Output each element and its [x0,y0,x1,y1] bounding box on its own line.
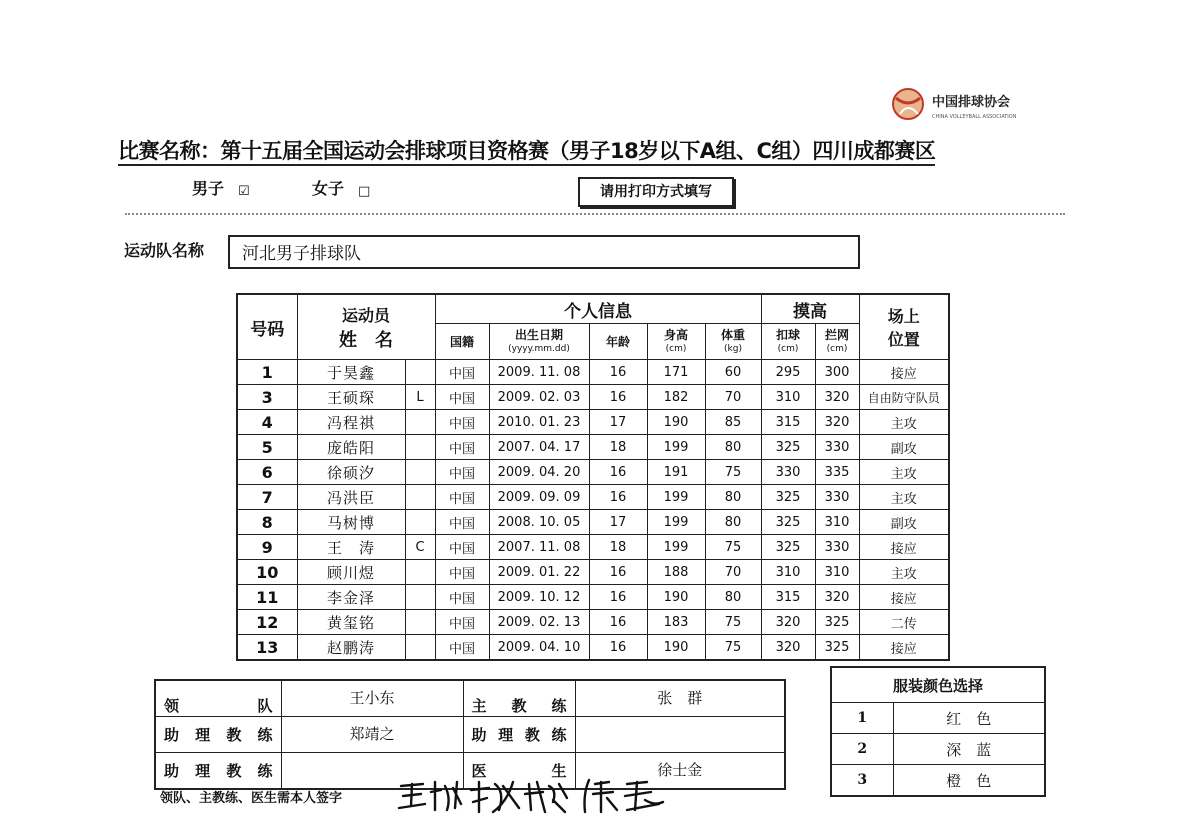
player-role-mark [405,610,435,635]
header-block [815,324,859,360]
player-position: 主攻 [859,460,949,485]
player-role-mark [405,510,435,535]
header-weight-label: 体重 [721,327,746,342]
player-height: 190 [647,410,705,435]
player-number: 6 [237,460,297,485]
player-block-reach: 320 [815,585,859,610]
player-birth-date: 2007. 04. 17 [489,435,589,460]
header-birth-date-label: 出生日期 [514,327,563,342]
player-birth-date: 2009. 02. 13 [489,610,589,635]
player-age: 16 [589,360,647,385]
header-reach: 摸高 [761,294,859,324]
player-weight: 80 [705,510,761,535]
player-birth-date: 2009. 04. 10 [489,635,589,661]
header-height-label: 身高 [663,327,688,342]
player-role-mark [405,635,435,661]
player-nationality: 中国 [435,385,489,410]
player-position: 副攻 [859,510,949,535]
header-birth-date [489,324,589,360]
header-spike [761,324,815,360]
gender-female-checkbox[interactable]: □ [358,184,371,199]
team-leader-value[interactable]: 王小东 [281,680,463,717]
assistant-coach-label-1: 助理教练 [155,717,281,753]
player-role-mark [405,485,435,510]
header-personal-info: 个人信息 [435,294,761,324]
player-age: 16 [589,460,647,485]
player-height: 199 [647,535,705,560]
player-number: 10 [237,560,297,585]
table-row [237,610,949,635]
player-spike-reach: 325 [761,485,815,510]
header-height [647,324,705,360]
print-instruction: 请用打印方式填写 [578,177,734,207]
player-spike-reach: 295 [761,360,815,385]
assistant-coach-label-3: 助理教练 [155,753,281,790]
player-height: 191 [647,460,705,485]
assistant-coach-label-2: 助理教练 [463,717,575,753]
player-weight: 75 [705,535,761,560]
player-height: 199 [647,435,705,460]
gender-male [192,176,248,199]
player-role-mark: L [405,385,435,410]
player-nationality: 中国 [435,485,489,510]
header-position-line1: 场上 [887,307,920,326]
player-height: 190 [647,585,705,610]
header-position [859,294,949,360]
header-weight [705,324,761,360]
player-height: 188 [647,560,705,585]
player-block-reach: 310 [815,510,859,535]
player-weight: 85 [705,410,761,435]
player-spike-reach: 320 [761,610,815,635]
player-role-mark [405,435,435,460]
player-name: 冯程祺 [297,410,405,435]
header-spike-label: 扣球 [776,327,801,342]
table-row [237,535,949,560]
assistant-coach-value-2[interactable] [575,717,785,753]
uniform-option-color[interactable]: 红 色 [893,703,1045,734]
player-nationality: 中国 [435,535,489,560]
player-age: 16 [589,560,647,585]
player-number: 3 [237,385,297,410]
player-role-mark [405,360,435,385]
player-age: 16 [589,385,647,410]
player-birth-date: 2009. 01. 22 [489,560,589,585]
gender-male-label: 男子 [192,179,225,198]
player-spike-reach: 325 [761,510,815,535]
player-height: 171 [647,360,705,385]
player-height: 199 [647,510,705,535]
player-block-reach: 320 [815,385,859,410]
header-number: 号码 [237,294,297,360]
player-age: 16 [589,585,647,610]
player-number: 12 [237,610,297,635]
player-role-mark [405,560,435,585]
player-name: 马树博 [297,510,405,535]
head-coach-label: 主教练 [463,680,575,717]
header-athlete-line2: 姓 名 [339,329,393,351]
player-number: 1 [237,360,297,385]
player-name: 徐硕汐 [297,460,405,485]
player-age: 16 [589,485,647,510]
player-position: 接应 [859,635,949,661]
player-block-reach: 320 [815,410,859,435]
gender-female [312,176,371,199]
player-birth-date: 2009. 09. 09 [489,485,589,510]
player-nationality: 中国 [435,360,489,385]
player-birth-date: 2009. 04. 20 [489,460,589,485]
player-weight: 75 [705,635,761,661]
header-weight-unit: (kg) [724,343,742,354]
player-height: 190 [647,635,705,661]
player-name: 王硕琛 [297,385,405,410]
player-spike-reach: 310 [761,385,815,410]
player-spike-reach: 315 [761,410,815,435]
handwritten-signatures [395,772,675,820]
player-name: 王 涛 [297,535,405,560]
player-role-mark [405,585,435,610]
player-weight: 75 [705,610,761,635]
table-row [237,560,949,585]
head-coach-value[interactable]: 张 群 [575,680,785,717]
header-athlete [297,294,435,360]
uniform-option-number: 3 [831,765,893,797]
player-block-reach: 330 [815,435,859,460]
header-block-label: 拦网 [825,327,850,342]
table-row [237,360,949,385]
player-block-reach: 325 [815,610,859,635]
association-logo [890,86,1030,126]
player-height: 183 [647,610,705,635]
player-weight: 75 [705,460,761,485]
player-position: 接应 [859,360,949,385]
header-position-line2: 位置 [887,330,920,349]
player-nationality: 中国 [435,585,489,610]
player-spike-reach: 310 [761,560,815,585]
player-spike-reach: 315 [761,585,815,610]
player-birth-date: 2009. 11. 08 [489,360,589,385]
player-number: 13 [237,635,297,661]
player-weight: 80 [705,585,761,610]
player-number: 11 [237,585,297,610]
match-title: 比赛名称：第十五届全国运动会排球项目资格赛（男子18岁以下A组、C组）四川成都赛区 [118,138,935,166]
player-position: 接应 [859,535,949,560]
player-spike-reach: 320 [761,635,815,661]
signature-label: 领队、主教练、医生需本人签字 [160,791,343,806]
player-block-reach: 310 [815,560,859,585]
player-birth-date: 2008. 10. 05 [489,510,589,535]
gender-female-label: 女子 [312,179,345,198]
table-row [237,435,949,460]
header-nationality: 国籍 [435,324,489,360]
dotted-divider [125,213,1065,215]
player-nationality: 中国 [435,410,489,435]
player-name: 黄玺铭 [297,610,405,635]
player-block-reach: 325 [815,635,859,661]
table-row [237,410,949,435]
player-birth-date: 2007. 11. 08 [489,535,589,560]
player-position: 主攻 [859,560,949,585]
table-row [237,635,949,661]
player-name: 顾川煜 [297,560,405,585]
player-spike-reach: 325 [761,535,815,560]
player-name: 于昊鑫 [297,360,405,385]
roster-table [236,293,950,661]
player-position: 二传 [859,610,949,635]
player-position: 副攻 [859,435,949,460]
player-number: 7 [237,485,297,510]
header-athlete-line1: 运动员 [341,305,390,325]
svg-text:CHINA VOLLEYBALL ASSOCIATION: CHINA VOLLEYBALL ASSOCIATION [932,114,1017,120]
uniform-color-table [830,666,1046,797]
table-row [237,385,949,410]
player-weight: 60 [705,360,761,385]
player-age: 18 [589,435,647,460]
header-block-unit: (cm) [826,343,848,354]
player-weight: 70 [705,385,761,410]
player-number: 5 [237,435,297,460]
uniform-option-color[interactable]: 橙 色 [893,765,1045,797]
player-nationality: 中国 [435,460,489,485]
table-row [237,510,949,535]
player-age: 17 [589,510,647,535]
player-position: 自由防守队员 [859,385,949,410]
header-height-unit: (cm) [665,343,687,354]
player-name: 庞皓阳 [297,435,405,460]
player-block-reach: 330 [815,485,859,510]
table-row [237,485,949,510]
player-spike-reach: 330 [761,460,815,485]
table-row [237,585,949,610]
uniform-option-color[interactable]: 深 蓝 [893,734,1045,765]
player-name: 冯洪臣 [297,485,405,510]
team-leader-label: 领队 [155,680,281,717]
doctor-label: 医生 [463,753,575,790]
header-age: 年龄 [589,324,647,360]
uniform-color-header: 服装颜色选择 [831,667,1045,703]
player-age: 16 [589,610,647,635]
player-role-mark [405,460,435,485]
table-row [237,460,949,485]
doctor-value[interactable]: 徐士金 [575,753,785,790]
player-weight: 80 [705,435,761,460]
player-nationality: 中国 [435,435,489,460]
player-nationality: 中国 [435,610,489,635]
player-birth-date: 2009. 10. 12 [489,585,589,610]
player-number: 4 [237,410,297,435]
player-birth-date: 2010. 01. 23 [489,410,589,435]
player-height: 199 [647,485,705,510]
player-age: 16 [589,635,647,661]
player-birth-date: 2009. 02. 03 [489,385,589,410]
player-role-mark: C [405,535,435,560]
team-name-label: 运动队名称 [124,241,205,260]
uniform-option-number: 1 [831,703,893,734]
team-name-field[interactable]: 河北男子排球队 [228,235,860,269]
player-weight: 80 [705,485,761,510]
player-nationality: 中国 [435,510,489,535]
player-number: 9 [237,535,297,560]
uniform-option-number: 2 [831,734,893,765]
player-spike-reach: 325 [761,435,815,460]
header-birth-format: (yyyy.mm.dd) [508,343,570,354]
player-block-reach: 300 [815,360,859,385]
player-age: 18 [589,535,647,560]
assistant-coach-value-1[interactable]: 郑靖之 [281,717,463,753]
gender-male-checkbox[interactable]: ☑ [238,184,250,199]
svg-text:中国排球协会: 中国排球协会 [932,95,1011,110]
player-weight: 70 [705,560,761,585]
player-nationality: 中国 [435,560,489,585]
player-position: 主攻 [859,485,949,510]
player-position: 接应 [859,585,949,610]
player-block-reach: 335 [815,460,859,485]
player-name: 赵鹏涛 [297,635,405,661]
player-name: 李金泽 [297,585,405,610]
player-position: 主攻 [859,410,949,435]
player-age: 17 [589,410,647,435]
player-number: 8 [237,510,297,535]
player-role-mark [405,410,435,435]
player-block-reach: 330 [815,535,859,560]
header-spike-unit: (cm) [777,343,799,354]
player-nationality: 中国 [435,635,489,661]
player-height: 182 [647,385,705,410]
